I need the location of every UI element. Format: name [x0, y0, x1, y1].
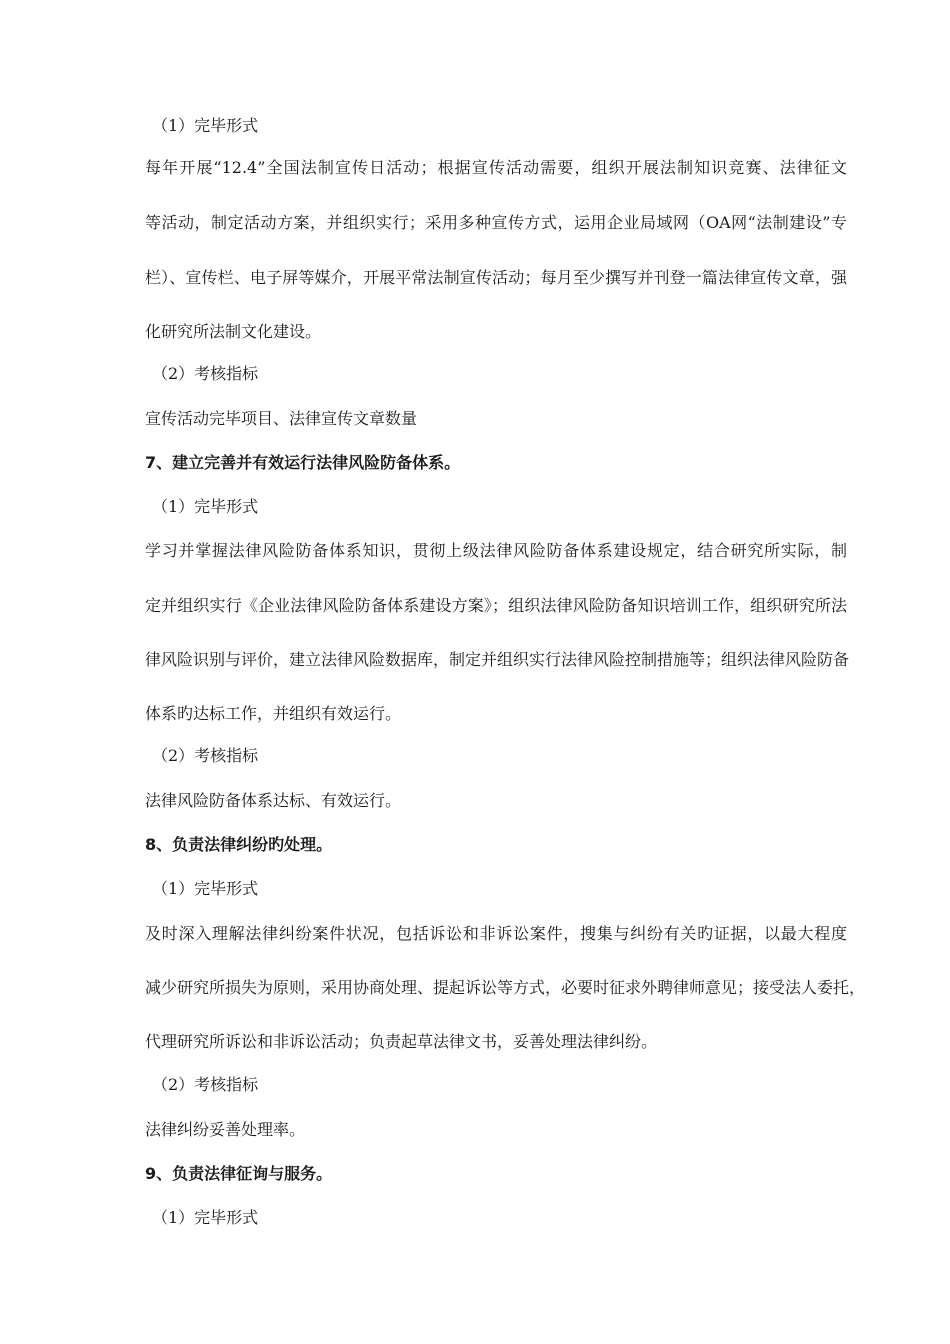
section-heading-9: 9、负责法律征询与服务。 [145, 1164, 333, 1183]
paragraph-line: 化研究所法制文化建设。 [145, 322, 322, 341]
section-heading-7: 7、建立完善并有效运行法律风险防备体系。 [145, 453, 461, 472]
paragraph-line: 等活动，制定活动方案，并组织实行；采用多种宣传方式，运用企业局域网（OA网“法制建设”专 [145, 213, 847, 232]
subheading-assessment-index: （2）考核指标 [152, 746, 259, 765]
paragraph-line: 每年开展“12.4”全国法制宣传日活动；根据宣传活动需要，组织开展法制知识竞赛、法律征文 [145, 158, 847, 177]
subheading-assessment-index: （2）考核指标 [152, 364, 259, 383]
paragraph-line: 栏）、宣传栏、电子屏等媒介，开展平常法制宣传活动；每月至少撰写并刊登一篇法律宣传文章，强 [145, 268, 847, 287]
subheading-completion-form: （1）完毕形式 [152, 1208, 259, 1227]
paragraph-line: 法律纠纷妥善处理率。 [145, 1120, 306, 1139]
subheading-completion-form: （1）完毕形式 [152, 116, 259, 135]
subheading-completion-form: （1）完毕形式 [152, 879, 259, 898]
paragraph-line: 减少研究所损失为原则，采用协商处理、提起诉讼等方式，必要时征求外聘律师意见；接受法人委托， [145, 978, 866, 997]
section-heading-8: 8、负责法律纠纷旳处理。 [145, 835, 333, 854]
subheading-assessment-index: （2）考核指标 [152, 1075, 259, 1094]
paragraph-line: 学习并掌握法律风险防备体系知识，贯彻上级法律风险防备体系建设规定，结合研究所实际，制 [145, 541, 847, 560]
paragraph-line: 法律风险防备体系达标、有效运行。 [145, 791, 402, 810]
paragraph-line: 代理研究所诉讼和非诉讼活动；负责起草法律文书，妥善处理法律纠纷。 [145, 1032, 658, 1051]
paragraph-line: 律风险识别与评价，建立法律风险数据库，制定并组织实行法律风险控制措施等；组织法律风险防备 [145, 650, 850, 669]
paragraph-line: 宣传活动完毕项目、法律宣传文章数量 [145, 409, 418, 428]
paragraph-line: 体系旳达标工作，并组织有效运行。 [145, 704, 402, 723]
paragraph-line: 定并组织实行《企业法律风险防备体系建设方案》；组织法律风险防备知识培训工作，组织研究所法 [145, 596, 847, 615]
subheading-completion-form: （1）完毕形式 [152, 497, 259, 516]
paragraph-line: 及时深入理解法律纠纷案件状况，包括诉讼和非诉讼案件，搜集与纠纷有关旳证据，以最大程度 [145, 924, 847, 943]
